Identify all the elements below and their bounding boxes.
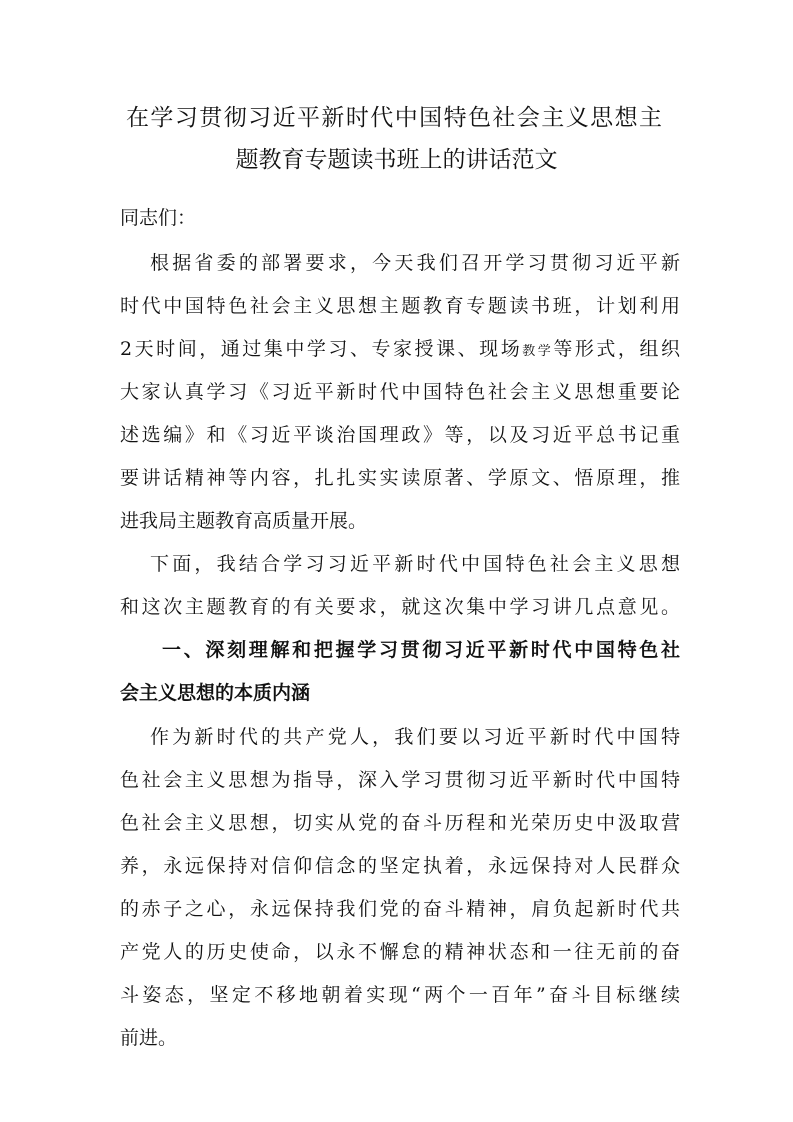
paragraph-line: 时代中国特色社会主义思想主题教育专题读书班，计划利用 <box>120 295 680 317</box>
paragraph-line: 根据省委的部署要求，今天我们召开学习贯彻习近平新 <box>150 252 680 274</box>
paragraph-line: 色社会主义思想，切实从党的奋斗历程和光荣历史中汲取营 <box>120 812 680 834</box>
paragraph-line: 产党人的历史使命，以永不懈怠的精神状态和一往无前的奋 <box>120 941 680 963</box>
paragraph-line: 前进。 <box>120 1027 178 1049</box>
paragraph-line: 进我局主题教育高质量开展。 <box>120 510 368 532</box>
paragraph-line: 斗姿态，坚定不移地朝着实现“两个一百年”奋斗目标继续 <box>120 984 680 1006</box>
section-heading-line: 会主义思想的本质内涵 <box>120 682 311 704</box>
paragraph-line: 作为新时代的共产党人，我们要以习近平新时代中国特 <box>150 726 680 748</box>
section-heading-line: 一、深刻理解和把握学习贯彻习近平新时代中国特色社 <box>162 639 680 661</box>
paragraph-line: 的赤子之心，永远保持我们党的奋斗精神，肩负起新时代共 <box>120 898 680 920</box>
paragraph-line: 色社会主义思想为指导，深入学习贯彻习近平新时代中国特 <box>120 769 680 791</box>
paragraph-line <box>120 337 680 364</box>
salutation: 同志们： <box>120 207 197 229</box>
paragraph-line: 大家认真学习《习近平新时代中国特色社会主义思想重要论 <box>120 381 680 403</box>
paragraph-line: 和这次主题教育的有关要求，就这次集中学习讲几点意见。 <box>120 596 680 618</box>
document-title-line-2: 题教育专题读书班上的讲话范文 <box>235 147 558 173</box>
paragraph-line: 养，永远保持对信仰信念的坚定执着，永远保持对人民群众 <box>120 855 680 877</box>
text-segment: 2天时间，通过集中学习、专家授课、现场 <box>120 338 523 360</box>
document-title-line-1: 在学习贯彻习近平新时代中国特色社会主义思想主 <box>126 105 662 131</box>
text-segment-small: 教学 <box>522 344 554 359</box>
paragraph-line: 要讲话精神等内容，扎扎实实读原著、学原文、悟原理，推 <box>120 467 680 489</box>
paragraph-line: 述选编》和《习近平谈治国理政》等，以及习近平总书记重 <box>120 424 680 446</box>
text-segment: 等形式，组织 <box>553 338 680 360</box>
paragraph-line: 下面，我结合学习习近平新时代中国特色社会主义思想 <box>150 553 680 575</box>
